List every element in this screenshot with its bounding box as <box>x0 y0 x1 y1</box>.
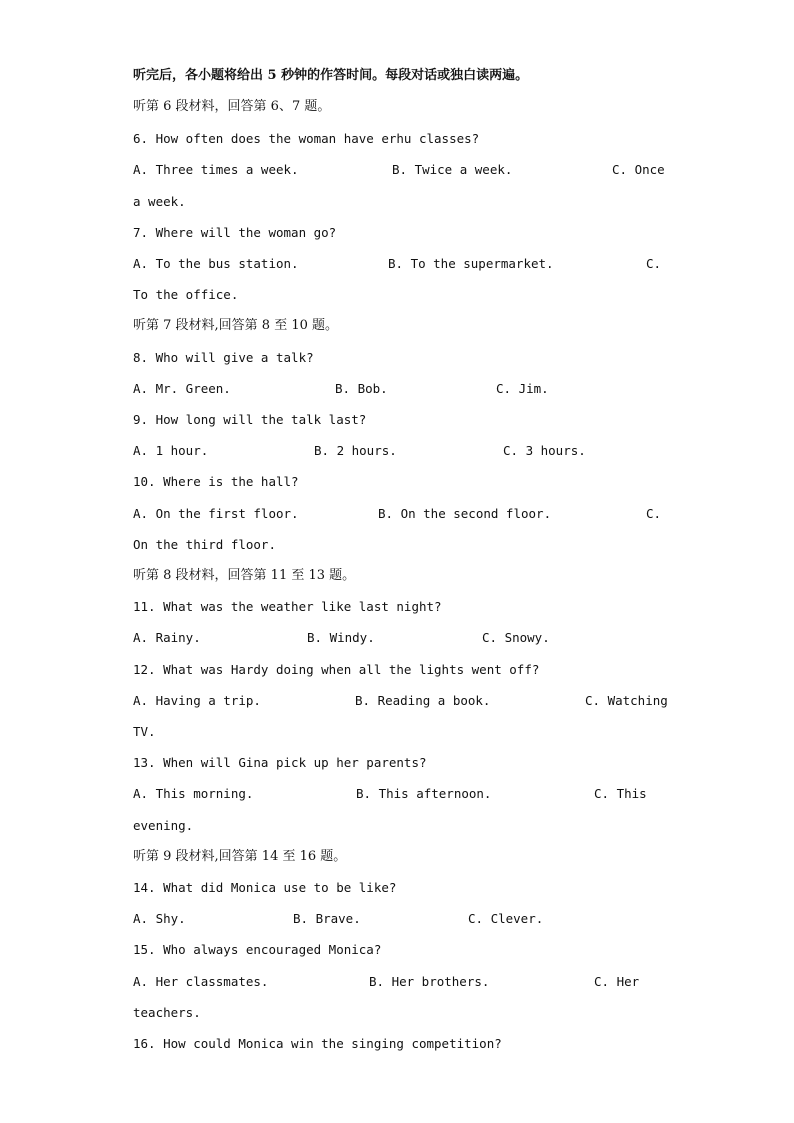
option-c: C. Clever. <box>468 911 544 926</box>
option-a: A. Having a trip. <box>133 693 261 708</box>
question-12: 12. What was Hardy doing when all the lights went off? <box>133 662 540 677</box>
option-b: B. Brave. <box>293 911 361 926</box>
option-c: C. <box>646 256 662 271</box>
option-c-continuation: On the third floor. <box>133 537 276 552</box>
option-b: B. Her brothers. <box>369 974 490 989</box>
option-c: C. Once <box>612 162 665 177</box>
question-14: 14. What did Monica use to be like? <box>133 880 397 895</box>
option-a: A. This morning. <box>133 786 254 801</box>
option-c-continuation: teachers. <box>133 1005 201 1020</box>
option-c: C. Her <box>594 974 640 989</box>
option-b: B. To the supermarket. <box>388 256 554 271</box>
option-a: A. On the first floor. <box>133 506 299 521</box>
option-a: A. To the bus station. <box>133 256 299 271</box>
question-6: 6. How often does the woman have erhu classes? <box>133 131 480 146</box>
option-a: A. Three times a week. <box>133 162 299 177</box>
option-c-continuation: TV. <box>133 724 156 739</box>
section-9-heading: 听第 9 段材料,回答第 14 至 16 题。 <box>133 849 347 864</box>
question-11: 11. What was the weather like last night? <box>133 599 442 614</box>
option-b: B. Twice a week. <box>392 162 513 177</box>
option-a: A. Her classmates. <box>133 974 269 989</box>
option-b: B. 2 hours. <box>314 443 397 458</box>
option-b: B. This afternoon. <box>356 786 492 801</box>
option-a: A. Shy. <box>133 911 186 926</box>
section-6-heading: 听第 6 段材料，回答第 6、7 题。 <box>133 99 331 114</box>
option-c: C. 3 hours. <box>503 443 586 458</box>
section-8-heading: 听第 8 段材料，回答第 11 至 13 题。 <box>133 568 356 583</box>
option-c: C. Snowy. <box>482 630 550 645</box>
option-c-continuation: evening. <box>133 818 194 833</box>
option-c-continuation: a week. <box>133 194 186 209</box>
option-b: B. Reading a book. <box>355 693 491 708</box>
option-b: B. Bob. <box>335 381 388 396</box>
option-a: A. 1 hour. <box>133 443 209 458</box>
question-16: 16. How could Monica win the singing competition? <box>133 1036 502 1051</box>
option-b: B. Windy. <box>307 630 375 645</box>
option-c: C. <box>646 506 662 521</box>
question-9: 9. How long will the talk last? <box>133 412 367 427</box>
question-8: 8. Who will give a talk? <box>133 350 314 365</box>
option-c: C. Jim. <box>496 381 549 396</box>
option-c: C. Watching <box>585 693 668 708</box>
question-7: 7. Where will the woman go? <box>133 225 337 240</box>
instructions-text: 听完后，各小题将给出 5 秒钟的作答时间。每段对话或独白读两遍。 <box>133 68 529 83</box>
option-b: B. On the second floor. <box>378 506 552 521</box>
question-13: 13. When will Gina pick up her parents? <box>133 755 427 770</box>
option-c: C. This <box>594 786 647 801</box>
option-a: A. Rainy. <box>133 630 201 645</box>
question-10: 10. Where is the hall? <box>133 474 299 489</box>
option-c-continuation: To the office. <box>133 287 239 302</box>
section-7-heading: 听第 7 段材料,回答第 8 至 10 题。 <box>133 318 339 333</box>
question-15: 15. Who always encouraged Monica? <box>133 942 382 957</box>
option-a: A. Mr. Green. <box>133 381 231 396</box>
